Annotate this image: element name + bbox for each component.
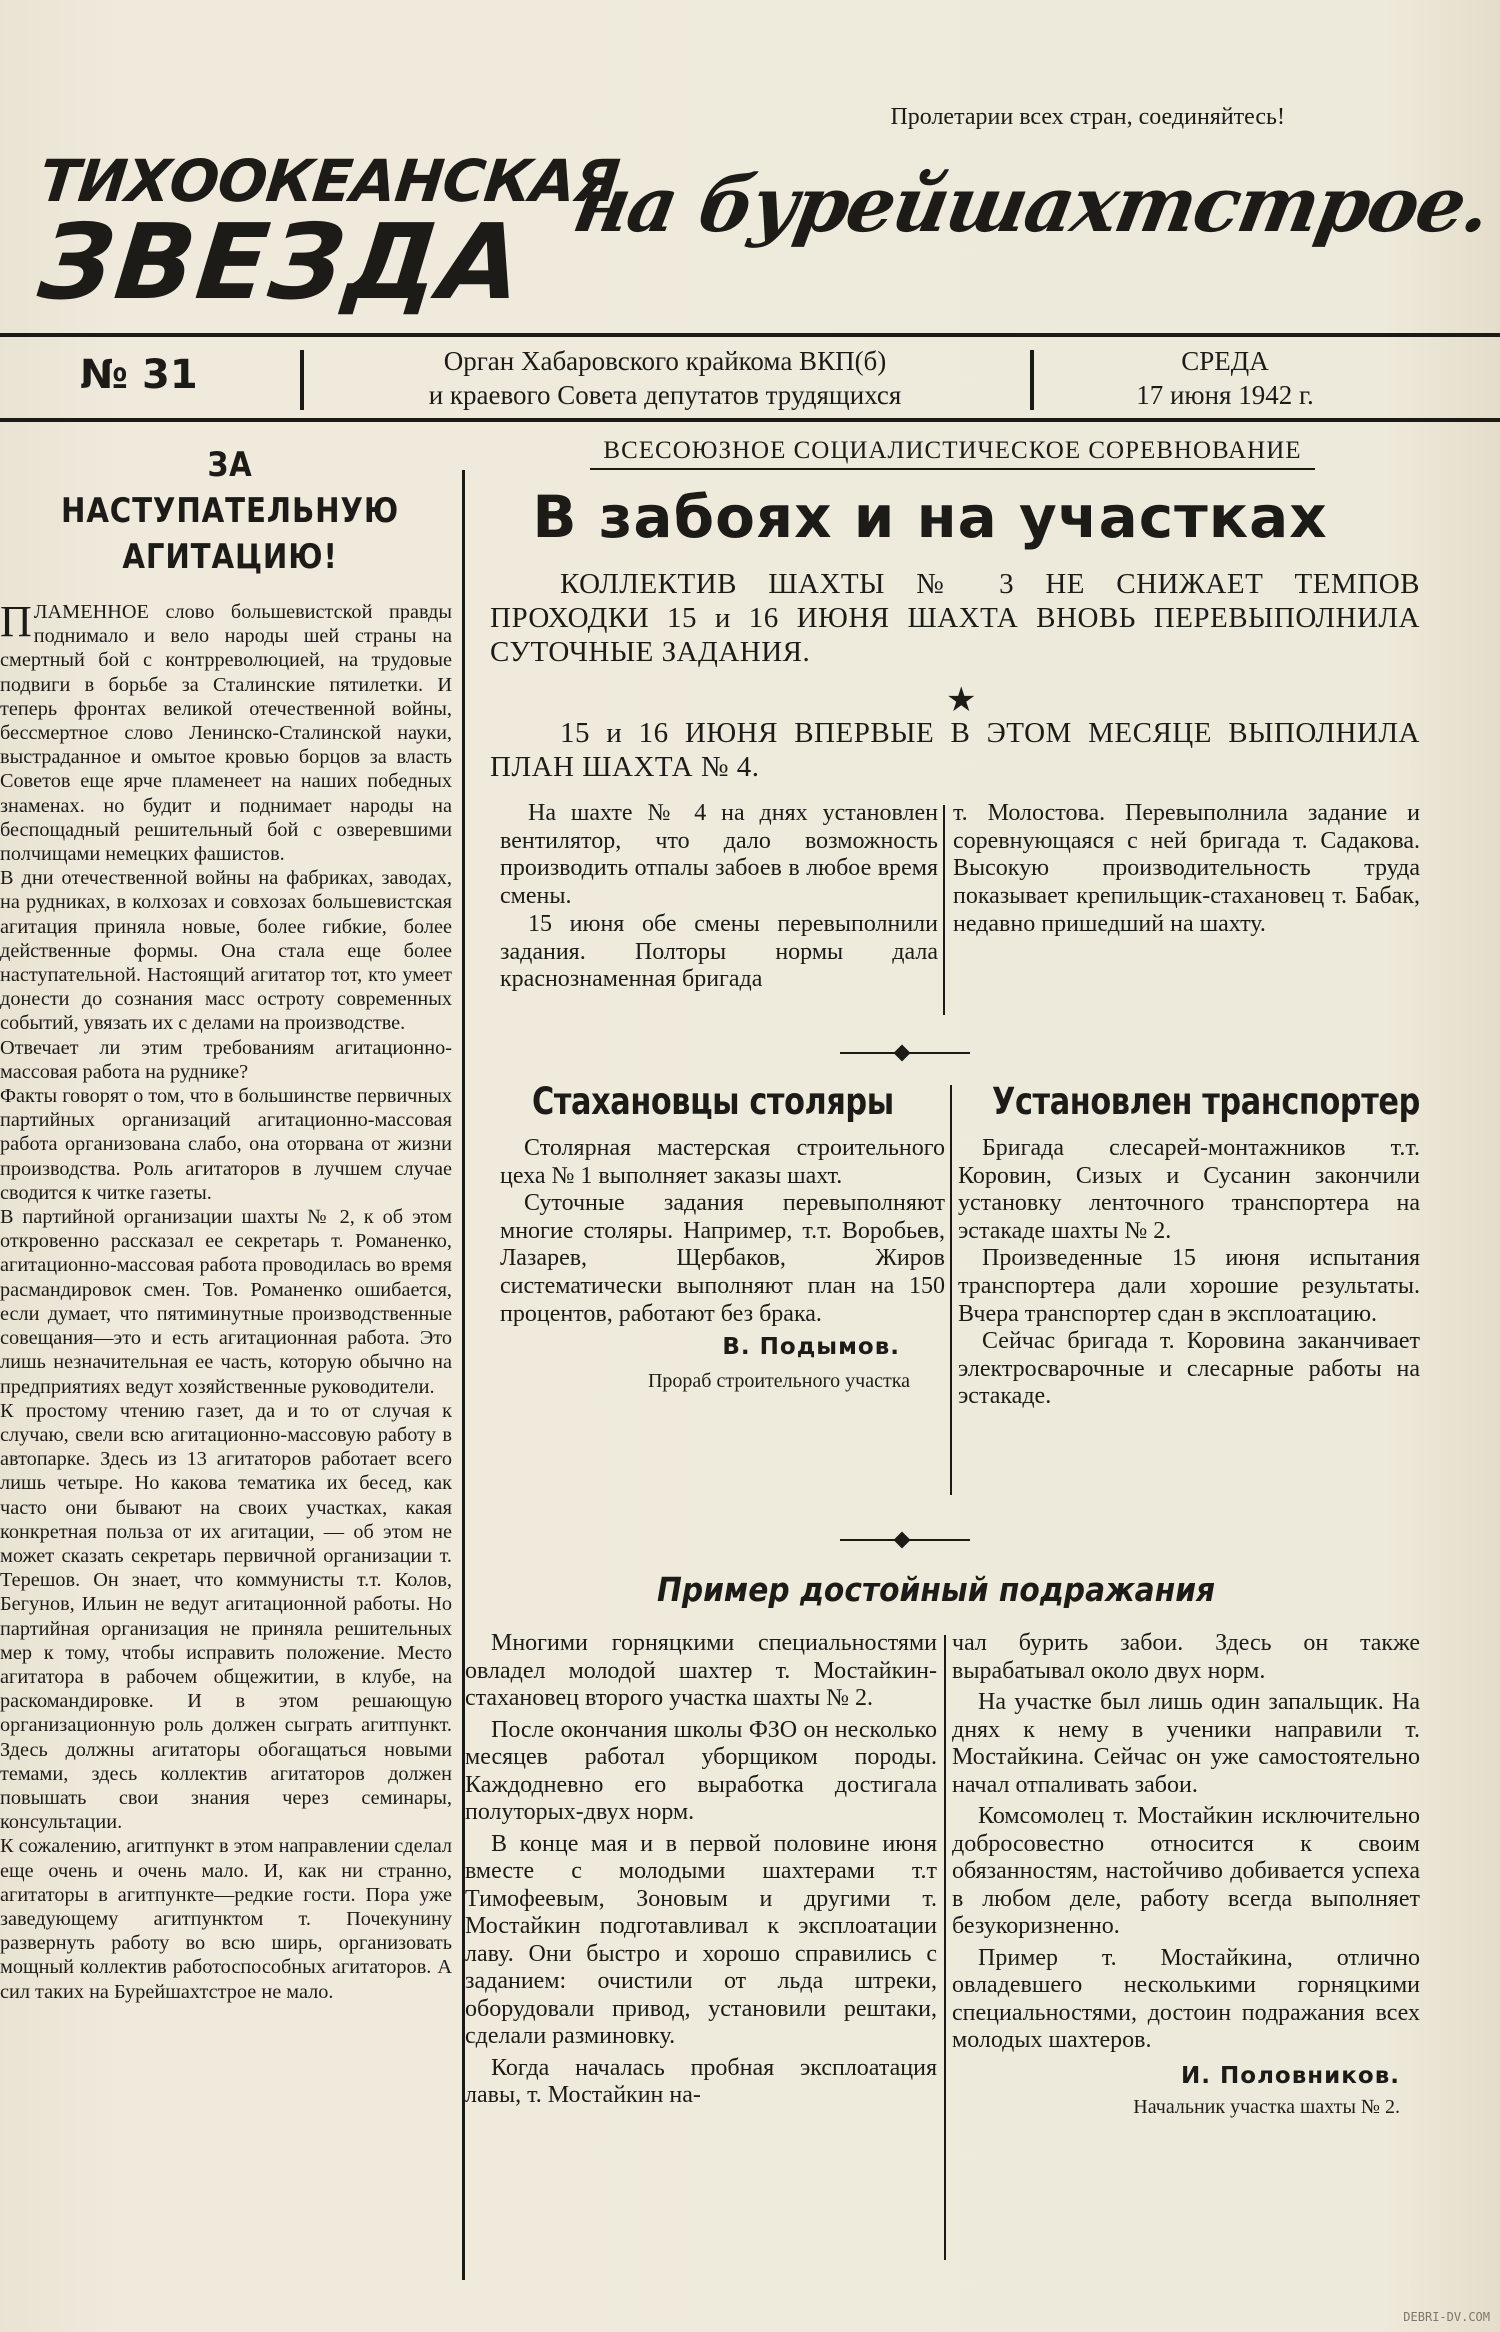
paragraph: чал бурить забои. Здесь он также вырабатывал около двух норм. — [952, 1630, 1420, 1684]
organ-line1: Орган Хабаровского крайкома ВКП(б) — [443, 346, 887, 376]
watermark: DEBRI-DV.COM — [1403, 2310, 1490, 2324]
example-signature-note: Начальник участка шахты № 2. — [1133, 2096, 1400, 2118]
paragraph: К сожалению, агитпункт в этом направлении сделал еще очень и очень мало. И, как ни странно, агитаторы в агитпункте—редкие гости. Пора уже заведующему агитпунктом т. Почекунину развернуть работу во всю ширь, организовать мощный коллектив работоспособных агитаторов. А сил таких на Бурейшахтстрое не мало. — [0, 1835, 452, 2003]
paragraph: К простому чтению газет, да и то от случая к случаю, свели всю агитационно-массовую работу в автопарке. Здесь из 13 агитаторов работает всего лишь четыре. Но какова тематика их бесед, как часто они бывают на своих участках, какая конкретная польза от их агитации, — об этом не может сказать секретарь первичной организации т. Терешов. Он знает, что коммунисты т.т. Колов, Бегунов, Ильин не ведут агитационной работы. Но партийная организация не приняла решительных мер к тому, чтобы исправить положение. Место агитатора в рабочем общежитии, в клубе, на раскомандировке. И в этом решающую организационную роль должен сыграть агитпункт. Здесь должны агитаторы обогащаться новыми темами, здесь коллектив агитаторов должен повышать свои знания через семинары, консультации. — [0, 1399, 452, 1834]
divider-ornament — [840, 1533, 970, 1547]
example-signature: И. Половников. — [1181, 2062, 1400, 2089]
column-rule-example — [944, 1635, 946, 2260]
drop-cap: П — [0, 600, 32, 646]
conveyor-body — [958, 1135, 1420, 1411]
date: 17 июня 1942 г. — [1136, 380, 1314, 410]
example-headline: Пример достойный подражания — [657, 1570, 1216, 1609]
left-headline-line2: АГИТАЦИЮ! — [122, 537, 338, 577]
paragraph: Произведенные 15 июня испытания транспортера дали хорошие результаты. Вчера транспортер сдан в эксплоатацию. — [958, 1245, 1420, 1327]
masthead-title — [33, 147, 622, 323]
paragraph: 15 июня обе смены перевыполнили задания. Полторы нормы дала краснознаменная бригада — [500, 910, 938, 993]
left-article-headline — [58, 442, 402, 580]
carpenters-body — [500, 1135, 945, 1395]
example-col1 — [465, 1630, 937, 2114]
paragraph: Сейчас бригада т. Коровина заканчивает электросварочные и слесарные работы на эстакаде. — [958, 1328, 1420, 1410]
left-headline-line1: ЗА НАСТУПАТЕЛЬНУЮ — [60, 445, 400, 531]
paragraph: Столярная мастерская строительного цеха № 1 выполняет заказы шахт. — [500, 1135, 945, 1189]
paragraph: Суточные задания перевыполняют многие столяры. Например, т.т. Воробьев, Лазарев, Щербаков, Жиров систематически выполняют план на 150 процентов, работают без брака. — [500, 1190, 945, 1327]
paragraph: На участке был лишь один запальщик. На днях к нему в ученики направили т. Мостайкина. Сейчас он уже самостоятельно начал отпаливать забои. — [952, 1689, 1420, 1798]
example-col2 — [952, 1630, 1420, 2122]
paragraph: В партийной организации шахты № 2, к об этом откровенно рассказал ее секретарь т. Романенко, агитационно-массовая работа проводилась во время расмандировок смен. Тов. Романенко ошибается, если думает, что пятиминутные производственные совещания—это и есть агитационная работа. Это лишь незначительная ее часть, которую обычно на предприятиях ведут хозяйственные руководители. — [0, 1206, 452, 1398]
organ-text — [310, 344, 1020, 412]
rule-date — [1030, 350, 1034, 410]
column-rule-stories — [950, 1085, 952, 1495]
paragraph: Отвечает ли этим требованиям агитационно-массовая работа на руднике? — [0, 1036, 452, 1083]
carpenters-signature: В. Подымов. — [722, 1334, 900, 1361]
paragraph: Когда началась пробная эксплоатация лавы, т. Мостайкин на- — [465, 2054, 937, 2108]
rule-bottom — [0, 418, 1500, 422]
rule-issue — [300, 350, 304, 410]
paragraph: ПЛАМЕННОЕ слово большевистской правды поднимало и вело народы шей страны на смертный бой с контрреволюцией, на трудовые подвиги в борьбе за Сталинские пятилетки. И теперь фронтах великой отечественной войны, бессмертное слово Ленинско-Сталинской науки, выстраданное и омытое кровью борцов за власть Советов еще ярче пламенеет на наших победных знаменах. но будит и поднимает народы на беспощадный решительный бой с озверевшими полчищами немецких фашистов. — [0, 600, 452, 866]
carpenters-signature-note: Прораб строительного участка — [647, 1369, 910, 1392]
masthead-title-line1: ТИХООКЕАНСКАЯ — [36, 147, 622, 215]
weekday: СРЕДА — [1181, 346, 1269, 376]
star-icon: ★ — [946, 682, 977, 719]
rule-top — [0, 333, 1500, 337]
paragraph: В дни отечественной войны на фабриках, заводах, на рудниках, в колхозах и совхозах большевистская агитация приняла новые, более гибкие, более действенные формы. Она стала еще более наступательной. Настоящий агитатор тот, кто умеет донести до сознания масс остроту современных событий, увязать их с делами на производстве. — [0, 867, 452, 1035]
paragraph: После окончания школы ФЗО он несколько месяцев работал уборщиком породы. Каждодневно его выработка достигала полуторых-двух норм. — [465, 1716, 937, 1825]
paragraph: Бригада слесарей-монтажников т.т. Коровин, Сизых и Сусанин закончили установку ленточного транспортера на эстакаде шахты № 2. — [958, 1135, 1420, 1244]
issue-date — [1080, 344, 1370, 412]
paragraph: Многими горняцкими специальностями овладел молодой шахтер т. Мостайкин-стахановец второго участка шахты № 2. — [465, 1630, 937, 1711]
paragraph: Пример т. Мостайкина, отлично овладевшего несколькими горняцкими специальностями, достоин подражания всех молодых шахтеров. — [952, 1944, 1420, 2053]
paragraph: т. Молостова. Перевыполнила задание и соревнующаяся с ней бригада т. Садакова. Высокую производительность труда показывает крепильщик-стахановец т. Бабак, недавно пришедший на шахту. — [953, 800, 1420, 937]
conveyor-headline: Установлен транспортер — [992, 1080, 1420, 1123]
subheadline-2: 15 и 16 ИЮНЯ ВПЕРВЫЕ В ЭТОМ МЕСЯЦЕ ВЫПОЛНИЛА ПЛАН ШАХТА № 4. — [490, 717, 1420, 783]
column-rule-main — [943, 805, 945, 1015]
issue-number: № 31 — [80, 352, 198, 398]
paragraph: Факты говорят о том, что в большинстве первичных партийных организаций агитационно-массовая работа организована слабо, она оторвана от жизни производства. Роль агитаторов в лучшем случае сводится к читке газеты. — [0, 1085, 452, 1204]
divider-ornament — [840, 1046, 970, 1060]
paragraph: Комсомолец т. Мостайкин исключительно добросовестно относится к своим обязанностям, настойчиво добивается успеха в любом деле, работу всегда выполняет безукоризненно. — [952, 1803, 1420, 1939]
main-article-col2 — [953, 800, 1420, 939]
organ-line2: и краевого Совета депутатов трудящихся — [428, 380, 902, 410]
main-article-col1 — [500, 800, 938, 994]
subheadline-1: КОЛЛЕКТИВ ШАХТЫ № 3 НЕ СНИЖАЕТ ТЕМПОВ ПРОХОДКИ 15 и 16 ИЮНЯ ШАХТА ВНОВЬ ПЕРЕВЫПОЛНИЛА СУТОЧНЫЕ ЗАДАНИЯ. — [490, 568, 1420, 668]
masthead-title-script: на бурейшахтстрое. — [567, 160, 1496, 249]
left-article-body — [0, 600, 452, 2325]
main-headline: В забоях и на участках — [532, 483, 1328, 551]
paragraph: В конце мая и в первой половине июня вместе с молодыми шахтерами т.т Тимофеевым, Зоновым и другими т. Мостайкин подготавливал к эксплоатации лаву. Они быстро и хорошо справились с заданием: очистили от льда штреки, оборудовали привод, установили рештаки, сделали разминовку. — [465, 1830, 937, 2049]
paragraph: На шахте № 4 на днях установлен вентилятор, что дало возможность производить отпалы забоев в любое время смены. — [500, 800, 938, 910]
kicker: ВСЕСОЮЗНОЕ СОЦИАЛИСТИЧЕСКОЕ СОРЕВНОВАНИЕ — [603, 437, 1302, 464]
kicker-underline — [590, 468, 1315, 470]
masthead-title-line2: ЗВЕЗДА — [33, 201, 530, 323]
slogan: Пролетарии всех стран, соединяйтесь! — [890, 104, 1285, 130]
carpenters-headline: Стахановцы столяры — [532, 1080, 894, 1123]
